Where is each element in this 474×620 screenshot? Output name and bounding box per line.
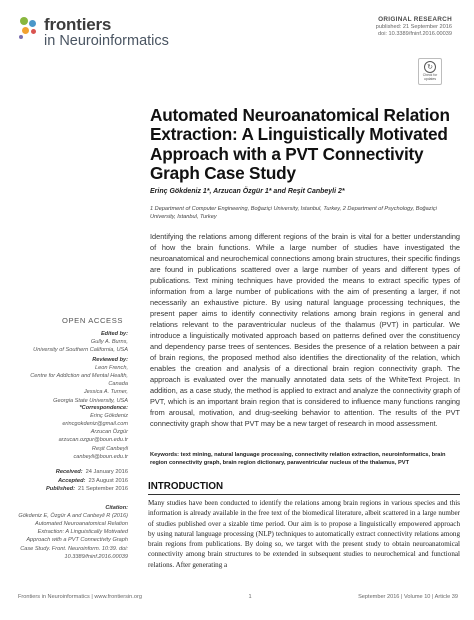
author-list: Erinç Gökdeniz 1*, Arzucan Özgür 1* and Reşit Canbeyli 2*: [150, 188, 345, 195]
citation-block: [14, 504, 128, 561]
footer-volume-info: September 2016 | Volume 10 | Article 39: [358, 594, 458, 600]
page-number: 1: [248, 594, 252, 600]
reviewed-by-label: Reviewed by:: [92, 357, 128, 363]
date-label: Published:: [45, 486, 76, 493]
publication-dates: [14, 468, 128, 494]
date-published: [14, 485, 128, 494]
page-footer: [18, 594, 458, 600]
refresh-icon: ↻: [424, 61, 436, 73]
correspondent-3-email[interactable]: canbeyli@boun.edu.tr: [73, 453, 128, 460]
article-meta: [376, 16, 452, 38]
reviewed-by-block: [14, 356, 128, 405]
article-type: ORIGINAL RESEARCH: [378, 16, 452, 23]
reviewer-1-name: Leon French,: [95, 365, 128, 372]
date-accepted: [14, 477, 128, 486]
frontiers-logo-icon: [18, 16, 40, 40]
reviewer-1-affiliation: Centre for Addiction and Mental Health, Canada: [30, 373, 128, 388]
introduction-paragraph: Many studies have been conducted to identify the relations among brain regions in various species and this information is already available in the free text of the biomedical literature, albeit scattered in a large number of studies published over a sizable time period. Our aim is to propose a linguistically empowered approach by using natural language processing (NLP) techniques to automatically extract connectivity relations among brain regions from publications. By doing so, we target with the present study to obtain neuroanatomical connectivity among brain structures to be extended in subsequent studies to neurochemical and functional relations. After generating a: [148, 499, 460, 569]
correspondent-2-email[interactable]: arzucan.ozgur@boun.edu.tr: [58, 437, 128, 444]
date-label: Accepted:: [57, 477, 86, 484]
reviewer-2-name: Jessica A. Turner,: [83, 389, 128, 396]
reviewer-2-affiliation: Georgia State University, USA: [53, 397, 128, 404]
affiliations: 1 Department of Computer Engineering, Boğaziçi University, Istanbul, Turkey, 2 Department of Psychology, Boğaziçi University, Istanbul, Turkey: [150, 206, 437, 221]
article-title: Automated Neuroanatomical Relation Extraction: A Linguistically Motivated Approach with a PVT Connectivity Graph Case Study: [150, 105, 450, 184]
edited-by-block: [14, 330, 128, 354]
citation-label: Citation:: [105, 505, 128, 511]
date-received: [14, 468, 128, 477]
edited-by-label: Edited by:: [100, 331, 128, 337]
date-label: Received:: [55, 469, 83, 475]
correspondent-1-name: Erinç Gökdeniz: [90, 413, 128, 420]
keywords-text: text mining, natural language processing, connectivity relation extraction, neuroinformatics, brain region connectivity graph, brain region dictionary, paraventricular nucleus of the thalamus, PVT: [150, 452, 446, 467]
correspondent-1-email[interactable]: erincgokdeniz@gmail.com: [62, 421, 128, 428]
journal-logo[interactable]: [18, 16, 169, 49]
logo-brand-text: frontiers: [44, 15, 112, 34]
abstract: Identifying the relations among different regions of the brain is vital for a better understanding of how the brain functions. While a large number of studies have investigated the neuroanatomical and neurochemical connections among brain structures, their specific findings are found in publications scattered over a large number of years and different types of publications. Text mining techniques have provided the means to extract specific types of information from a large number of publications with the aim of presenting a larger, if not necessarily an exhaustive picture. By using natural language processing techniques, the present paper aims to identify connectivity relations among brain regions in general and relations relevant to the paraventricular nucleus of the thalamus (PVT) in particular. We introduce a linguistically motivated approach based on patterns defined over the constituency and dependency parse trees of sentences. Besides the presence of a relation between a pair of brain regions, the proposed method also identifies the directionality of the relation, which enables the creation and analysis of a directional brain region connectivity graph. The approach is evaluated over the manually annotated data sets of the WhiteText Project. In addition, as a case study, the method is applied to extract and analyze the connectivity graph of PVT, which is an important brain region that is considered to influence many functions ranging from arousal, motivation, and drug-seeking behavior to attention. The results of the PVT connectivity graph show that PVT may be a new target of research in mood assessment.: [150, 232, 460, 429]
citation-text: Gökdeniz E, Özgür A and Canbeyli R (2016) Automated Neuroanatomical Relation Extraction: A Linguistically Motivated Approach with a PVT Connectivity Graph Case Study. Front. Neuroinform. 10:39. doi: 10.3389/fninf.2016.00039: [18, 513, 128, 560]
keywords-label: Keywords:: [150, 452, 180, 458]
updates-badge-label: Check for updates: [422, 73, 438, 81]
published-date: published: 21 September 2016: [375, 24, 452, 30]
date-value: 21 September 2016: [78, 486, 128, 493]
logo-journal-text: in Neuroinformatics: [44, 32, 169, 49]
date-value: 24 January 2016: [85, 469, 128, 475]
footer-journal-site[interactable]: Frontiers in Neuroinformatics | www.frontiersin.org: [18, 594, 142, 600]
doi-link[interactable]: doi: 10.3389/fninf.2016.00039: [377, 30, 452, 37]
open-access-label: OPEN ACCESS: [62, 316, 124, 325]
correspondent-3-name: Reşit Canbeyli: [91, 445, 128, 452]
editor-name: Gully A. Burns,: [90, 339, 128, 346]
correspondent-2-name: Arzucan Özgür: [90, 429, 128, 436]
check-for-updates-badge[interactable]: [418, 58, 442, 85]
correspondence-block: [14, 404, 128, 461]
editor-affiliation: University of Southern California, USA: [33, 347, 128, 354]
correspondence-label: *Correspondence:: [79, 405, 128, 411]
keywords: [150, 451, 460, 468]
date-value: 23 August 2016: [88, 477, 128, 484]
section-heading-introduction: INTRODUCTION: [148, 481, 460, 495]
